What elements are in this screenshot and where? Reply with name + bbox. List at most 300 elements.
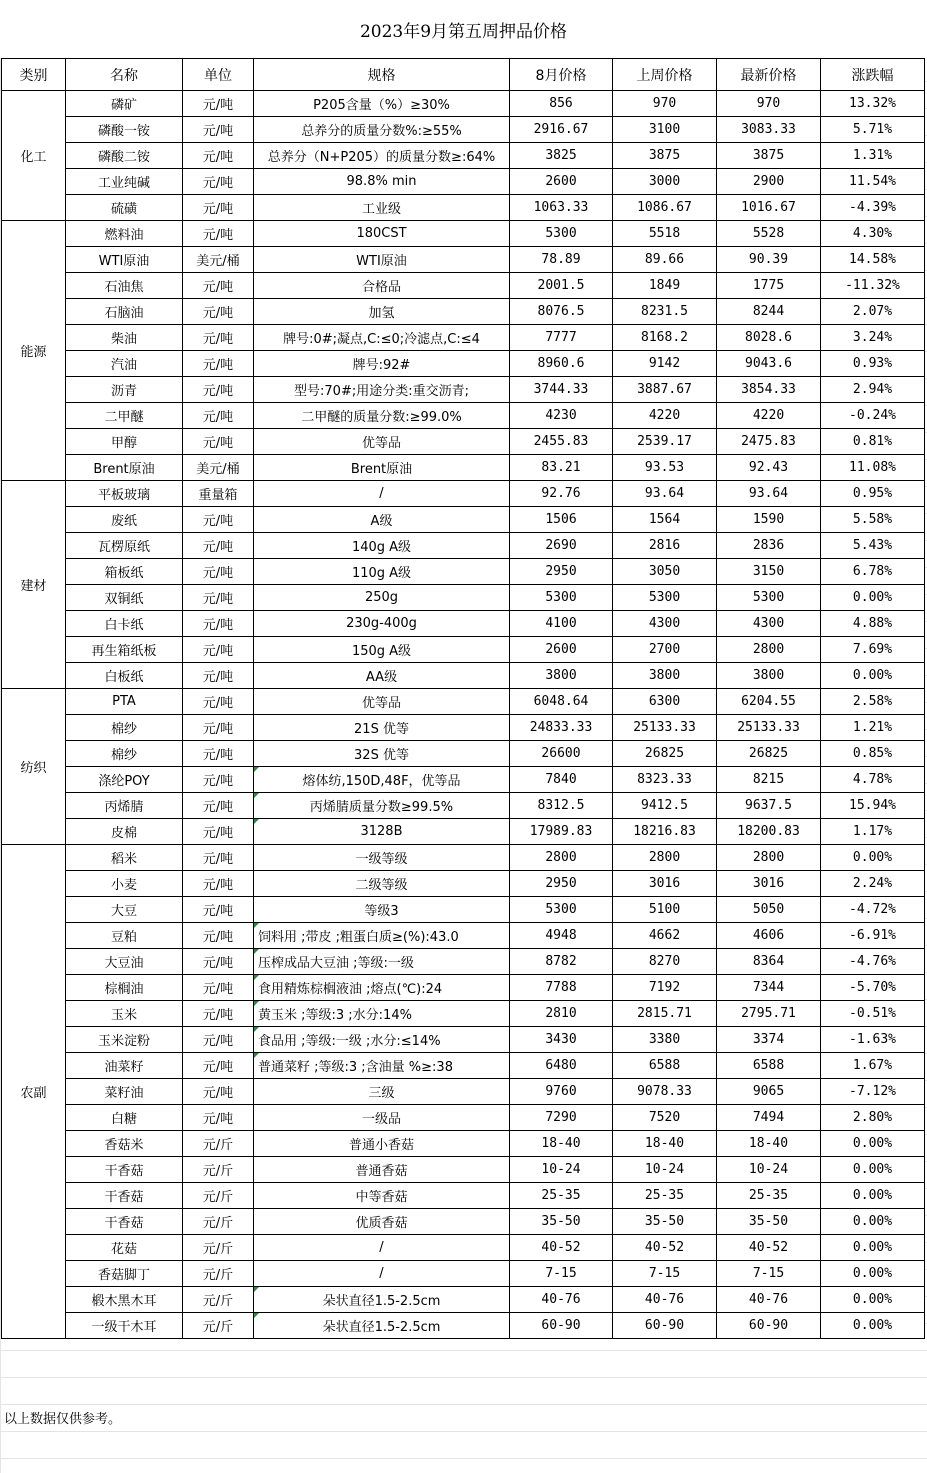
latest-price-cell: 25-35 [717,1183,821,1209]
latest-price-cell: 6588 [717,1053,821,1079]
spec-cell: A级 [254,507,510,533]
change-cell: 11.08% [821,455,925,481]
unit-cell: 元/吨 [183,403,254,429]
change-cell: 0.00% [821,1209,925,1235]
unit-cell: 元/吨 [183,637,254,663]
latest-price-cell: 4606 [717,923,821,949]
latest-price-cell: 35-50 [717,1209,821,1235]
table-row [2,377,925,403]
last-week-price-cell: 1564 [613,507,717,533]
latest-price-cell: 7-15 [717,1261,821,1287]
header-change: 涨跌幅 [821,59,925,91]
aug-price-cell: 7788 [510,975,613,1001]
change-cell: 2.80% [821,1105,925,1131]
name-cell: 棉纱 [66,741,183,767]
latest-price-cell: 8028.6 [717,325,821,351]
unit-cell: 元/吨 [183,845,254,871]
last-week-price-cell: 5300 [613,585,717,611]
latest-price-cell: 18200.83 [717,819,821,845]
aug-price-cell: 2600 [510,169,613,195]
last-week-price-cell: 40-52 [613,1235,717,1261]
change-cell: 1.17% [821,819,925,845]
change-cell: -6.91% [821,923,925,949]
last-week-price-cell: 5100 [613,897,717,923]
unit-cell: 元/吨 [183,117,254,143]
header-last-week-price: 上周价格 [613,59,717,91]
aug-price-cell: 7777 [510,325,613,351]
table-row [2,247,925,273]
aug-price-cell: 2950 [510,871,613,897]
name-cell: 白糖 [66,1105,183,1131]
unit-cell: 元/斤 [183,1157,254,1183]
spec-cell: 180CST [254,221,510,247]
table-row [2,1183,925,1209]
aug-price-cell: 8312.5 [510,793,613,819]
unit-cell: 元/吨 [183,975,254,1001]
table-row [2,1157,925,1183]
name-cell: Brent原油 [66,455,183,481]
spec-cell: 熔体纺,150D,48F，优等品 [254,767,510,793]
change-cell: 1.67% [821,1053,925,1079]
change-cell: -5.70% [821,975,925,1001]
last-week-price-cell: 25-35 [613,1183,717,1209]
aug-price-cell: 2950 [510,559,613,585]
name-cell: 一级干木耳 [66,1313,183,1339]
spec-cell: 食用精炼棕榈液油 ;熔点(℃):24 [254,975,510,1001]
latest-price-cell: 4300 [717,611,821,637]
table-row [2,611,925,637]
last-week-price-cell: 3380 [613,1027,717,1053]
change-cell: 0.00% [821,845,925,871]
table-row [2,1053,925,1079]
latest-price-cell: 60-90 [717,1313,821,1339]
last-week-price-cell: 8231.5 [613,299,717,325]
spec-cell: 二级等级 [254,871,510,897]
change-cell: -7.12% [821,1079,925,1105]
latest-price-cell: 40-52 [717,1235,821,1261]
name-cell: 甲醇 [66,429,183,455]
latest-price-cell: 5528 [717,221,821,247]
aug-price-cell: 1063.33 [510,195,613,221]
aug-price-cell: 2690 [510,533,613,559]
category-cell: 化工 [2,91,66,221]
table-row [2,195,925,221]
header-row [2,59,925,91]
unit-cell: 元/吨 [183,793,254,819]
table-row [2,845,925,871]
spec-cell: 二甲醚的质量分数:≥99.0% [254,403,510,429]
table-row [2,455,925,481]
name-cell: 稻米 [66,845,183,871]
unit-cell: 元/吨 [183,819,254,845]
aug-price-cell: 40-76 [510,1287,613,1313]
spec-cell: 饲料用 ;带皮 ;粗蛋白质≥(%):43.0 [254,923,510,949]
table-row [2,1105,925,1131]
name-cell: 菜籽油 [66,1079,183,1105]
unit-cell: 元/斤 [183,1183,254,1209]
unit-cell: 元/吨 [183,91,254,117]
latest-price-cell: 3875 [717,143,821,169]
table-row [2,91,925,117]
aug-price-cell: 3430 [510,1027,613,1053]
name-cell: 工业纯碱 [66,169,183,195]
table-row [2,767,925,793]
change-cell: 2.94% [821,377,925,403]
table-row [2,663,925,689]
table-row [2,403,925,429]
name-cell: WTI原油 [66,247,183,273]
name-cell: 香菇脚丁 [66,1261,183,1287]
table-row [2,1287,925,1313]
change-cell: 15.94% [821,793,925,819]
table-row [2,221,925,247]
aug-price-cell: 5300 [510,585,613,611]
change-cell: 4.78% [821,767,925,793]
spec-cell: 等级3 [254,897,510,923]
table-row [2,1235,925,1261]
name-cell: 柴油 [66,325,183,351]
last-week-price-cell: 9142 [613,351,717,377]
unit-cell: 元/吨 [183,299,254,325]
name-cell: 干香菇 [66,1183,183,1209]
table-row [2,1261,925,1287]
change-cell: -0.51% [821,1001,925,1027]
unit-cell: 美元/桶 [183,455,254,481]
spec-cell: 总养分（N+P205）的质量分数≥:64% [254,143,510,169]
last-week-price-cell: 10-24 [613,1157,717,1183]
spec-cell: 优等品 [254,689,510,715]
change-cell: 1.31% [821,143,925,169]
aug-price-cell: 8076.5 [510,299,613,325]
change-cell: 5.43% [821,533,925,559]
aug-price-cell: 4230 [510,403,613,429]
last-week-price-cell: 6588 [613,1053,717,1079]
aug-price-cell: 3825 [510,143,613,169]
unit-cell: 元/吨 [183,767,254,793]
spec-cell: 98.8% min [254,169,510,195]
name-cell: 油菜籽 [66,1053,183,1079]
aug-price-cell: 5300 [510,221,613,247]
category-cell: 纺织 [2,689,66,845]
unit-cell: 元/吨 [183,507,254,533]
name-cell: 磷酸一铵 [66,117,183,143]
table-row [2,793,925,819]
spec-cell: 总养分的质量分数%:≥55% [254,117,510,143]
unit-cell: 元/吨 [183,169,254,195]
name-cell: 石脑油 [66,299,183,325]
unit-cell: 元/吨 [183,273,254,299]
latest-price-cell: 25133.33 [717,715,821,741]
aug-price-cell: 2800 [510,845,613,871]
change-cell: 14.58% [821,247,925,273]
name-cell: 玉米 [66,1001,183,1027]
change-cell: 2.58% [821,689,925,715]
header-aug-price: 8月价格 [510,59,613,91]
spec-cell: 黄玉米 ;等级:3 ;水分:14% [254,1001,510,1027]
latest-price-cell: 1590 [717,507,821,533]
change-cell: 4.88% [821,611,925,637]
table-row [2,117,925,143]
unit-cell: 元/吨 [183,897,254,923]
last-week-price-cell: 1849 [613,273,717,299]
last-week-price-cell: 3050 [613,559,717,585]
table-row [2,273,925,299]
last-week-price-cell: 3875 [613,143,717,169]
latest-price-cell: 10-24 [717,1157,821,1183]
name-cell: 二甲醚 [66,403,183,429]
table-row [2,325,925,351]
aug-price-cell: 18-40 [510,1131,613,1157]
latest-price-cell: 3150 [717,559,821,585]
change-cell: 3.24% [821,325,925,351]
last-week-price-cell: 7-15 [613,1261,717,1287]
spec-cell: 型号:70#;用途分类:重交沥青; [254,377,510,403]
aug-price-cell: 78.89 [510,247,613,273]
spec-cell: 优质香菇 [254,1209,510,1235]
spec-cell: 食品用 ;等级:一级 ;水分:≤14% [254,1027,510,1053]
change-cell: 1.21% [821,715,925,741]
unit-cell: 元/吨 [183,429,254,455]
name-cell: 石油焦 [66,273,183,299]
spec-cell: 朵状直径1.5-2.5cm [254,1287,510,1313]
aug-price-cell: 1506 [510,507,613,533]
table-row [2,481,925,507]
aug-price-cell: 4948 [510,923,613,949]
aug-price-cell: 7-15 [510,1261,613,1287]
name-cell: 平板玻璃 [66,481,183,507]
name-cell: 棉纱 [66,715,183,741]
last-week-price-cell: 2700 [613,637,717,663]
last-week-price-cell: 7520 [613,1105,717,1131]
spec-cell: 140g A级 [254,533,510,559]
name-cell: 豆粕 [66,923,183,949]
name-cell: 瓦楞原纸 [66,533,183,559]
spec-cell: 加氢 [254,299,510,325]
last-week-price-cell: 89.66 [613,247,717,273]
unit-cell: 元/吨 [183,611,254,637]
aug-price-cell: 10-24 [510,1157,613,1183]
table-row [2,1027,925,1053]
spec-cell: WTI原油 [254,247,510,273]
latest-price-cell: 4220 [717,403,821,429]
latest-price-cell: 90.39 [717,247,821,273]
last-week-price-cell: 60-90 [613,1313,717,1339]
unit-cell: 元/吨 [183,221,254,247]
latest-price-cell: 1775 [717,273,821,299]
aug-price-cell: 5300 [510,897,613,923]
name-cell: 小麦 [66,871,183,897]
last-week-price-cell: 2816 [613,533,717,559]
latest-price-cell: 9637.5 [717,793,821,819]
latest-price-cell: 2800 [717,637,821,663]
change-cell: 2.24% [821,871,925,897]
last-week-price-cell: 3016 [613,871,717,897]
unit-cell: 元/吨 [183,559,254,585]
change-cell: 0.00% [821,1313,925,1339]
name-cell: 棕榈油 [66,975,183,1001]
latest-price-cell: 970 [717,91,821,117]
spec-cell: P205含量（%）≥30% [254,91,510,117]
change-cell: 6.78% [821,559,925,585]
last-week-price-cell: 18216.83 [613,819,717,845]
spec-cell: 普通菜籽 ;等级:3 ;含油量 %≥:38 [254,1053,510,1079]
sheet-title: 2023年9月第五周押品价格 [0,0,927,58]
aug-price-cell: 7840 [510,767,613,793]
latest-price-cell: 2475.83 [717,429,821,455]
aug-price-cell: 2916.67 [510,117,613,143]
unit-cell: 元/吨 [183,689,254,715]
last-week-price-cell: 3100 [613,117,717,143]
change-cell: 7.69% [821,637,925,663]
aug-price-cell: 24833.33 [510,715,613,741]
latest-price-cell: 18-40 [717,1131,821,1157]
name-cell: 椴木黑木耳 [66,1287,183,1313]
aug-price-cell: 2600 [510,637,613,663]
change-cell: 5.71% [821,117,925,143]
aug-price-cell: 6048.64 [510,689,613,715]
name-cell: 丙烯腈 [66,793,183,819]
unit-cell: 元/吨 [183,1079,254,1105]
name-cell: 大豆油 [66,949,183,975]
name-cell: 磷矿 [66,91,183,117]
unit-cell: 元/吨 [183,715,254,741]
change-cell: -4.72% [821,897,925,923]
spec-cell: / [254,1261,510,1287]
change-cell: -11.32% [821,273,925,299]
last-week-price-cell: 4662 [613,923,717,949]
unit-cell: 元/斤 [183,1131,254,1157]
change-cell: -0.24% [821,403,925,429]
table-row [2,507,925,533]
unit-cell: 元/吨 [183,377,254,403]
last-week-price-cell: 8270 [613,949,717,975]
spec-cell: 牌号:0#;凝点,C:≤0;冷滤点,C:≤4 [254,325,510,351]
spec-cell: 3128B [254,819,510,845]
table-row [2,559,925,585]
change-cell: 11.54% [821,169,925,195]
aug-price-cell: 8782 [510,949,613,975]
unit-cell: 重量箱 [183,481,254,507]
unit-cell: 元/吨 [183,195,254,221]
name-cell: 香菇米 [66,1131,183,1157]
last-week-price-cell: 2815.71 [613,1001,717,1027]
aug-price-cell: 7290 [510,1105,613,1131]
name-cell: 干香菇 [66,1157,183,1183]
latest-price-cell: 2836 [717,533,821,559]
aug-price-cell: 6480 [510,1053,613,1079]
unit-cell: 元/斤 [183,1261,254,1287]
table-row [2,1209,925,1235]
header-spec: 规格 [254,59,510,91]
spec-cell: 优等品 [254,429,510,455]
unit-cell: 元/斤 [183,1235,254,1261]
aug-price-cell: 26600 [510,741,613,767]
spec-cell: / [254,481,510,507]
unit-cell: 元/吨 [183,325,254,351]
name-cell: 干香菇 [66,1209,183,1235]
footnote: 以上数据仅供参考。 [4,1412,122,1427]
name-cell: PTA [66,689,183,715]
aug-price-cell: 4100 [510,611,613,637]
unit-cell: 元/吨 [183,871,254,897]
change-cell: -1.63% [821,1027,925,1053]
name-cell: 白卡纸 [66,611,183,637]
table-row [2,351,925,377]
aug-price-cell: 83.21 [510,455,613,481]
aug-price-cell: 8960.6 [510,351,613,377]
table-row [2,143,925,169]
category-cell: 农副 [2,845,66,1339]
latest-price-cell: 26825 [717,741,821,767]
change-cell: 2.07% [821,299,925,325]
name-cell: 沥青 [66,377,183,403]
name-cell: 再生箱纸板 [66,637,183,663]
spec-cell: 压榨成品大豆油 ;等级:一级 [254,949,510,975]
change-cell: 0.81% [821,429,925,455]
name-cell: 大豆 [66,897,183,923]
last-week-price-cell: 93.64 [613,481,717,507]
change-cell: 0.95% [821,481,925,507]
name-cell: 涤纶POY [66,767,183,793]
unit-cell: 元/斤 [183,1209,254,1235]
last-week-price-cell: 3000 [613,169,717,195]
name-cell: 硫磺 [66,195,183,221]
change-cell: 0.00% [821,585,925,611]
name-cell: 双铜纸 [66,585,183,611]
last-week-price-cell: 40-76 [613,1287,717,1313]
aug-price-cell: 40-52 [510,1235,613,1261]
name-cell: 箱板纸 [66,559,183,585]
name-cell: 汽油 [66,351,183,377]
change-cell: 4.30% [821,221,925,247]
latest-price-cell: 3016 [717,871,821,897]
aug-price-cell: 92.76 [510,481,613,507]
spec-cell: 32S 优等 [254,741,510,767]
change-cell: 0.00% [821,1235,925,1261]
latest-price-cell: 92.43 [717,455,821,481]
change-cell: 0.00% [821,1131,925,1157]
latest-price-cell: 5050 [717,897,821,923]
change-cell: 13.32% [821,91,925,117]
table-row [2,1001,925,1027]
aug-price-cell: 2455.83 [510,429,613,455]
latest-price-cell: 9065 [717,1079,821,1105]
change-cell: 0.93% [821,351,925,377]
aug-price-cell: 25-35 [510,1183,613,1209]
last-week-price-cell: 7192 [613,975,717,1001]
spec-cell: 230g-400g [254,611,510,637]
spec-cell: 丙烯腈质量分数≥99.5% [254,793,510,819]
change-cell: 0.00% [821,1157,925,1183]
latest-price-cell: 8244 [717,299,821,325]
latest-price-cell: 9043.6 [717,351,821,377]
last-week-price-cell: 2539.17 [613,429,717,455]
table-row [2,299,925,325]
change-cell: 0.00% [821,1287,925,1313]
unit-cell: 元/吨 [183,143,254,169]
aug-price-cell: 35-50 [510,1209,613,1235]
table-row [2,585,925,611]
latest-price-cell: 3800 [717,663,821,689]
name-cell: 磷酸二铵 [66,143,183,169]
last-week-price-cell: 25133.33 [613,715,717,741]
latest-price-cell: 5300 [717,585,821,611]
table-row [2,741,925,767]
unit-cell: 美元/桶 [183,247,254,273]
category-cell: 能源 [2,221,66,481]
last-week-price-cell: 970 [613,91,717,117]
spec-cell: 一级品 [254,1105,510,1131]
